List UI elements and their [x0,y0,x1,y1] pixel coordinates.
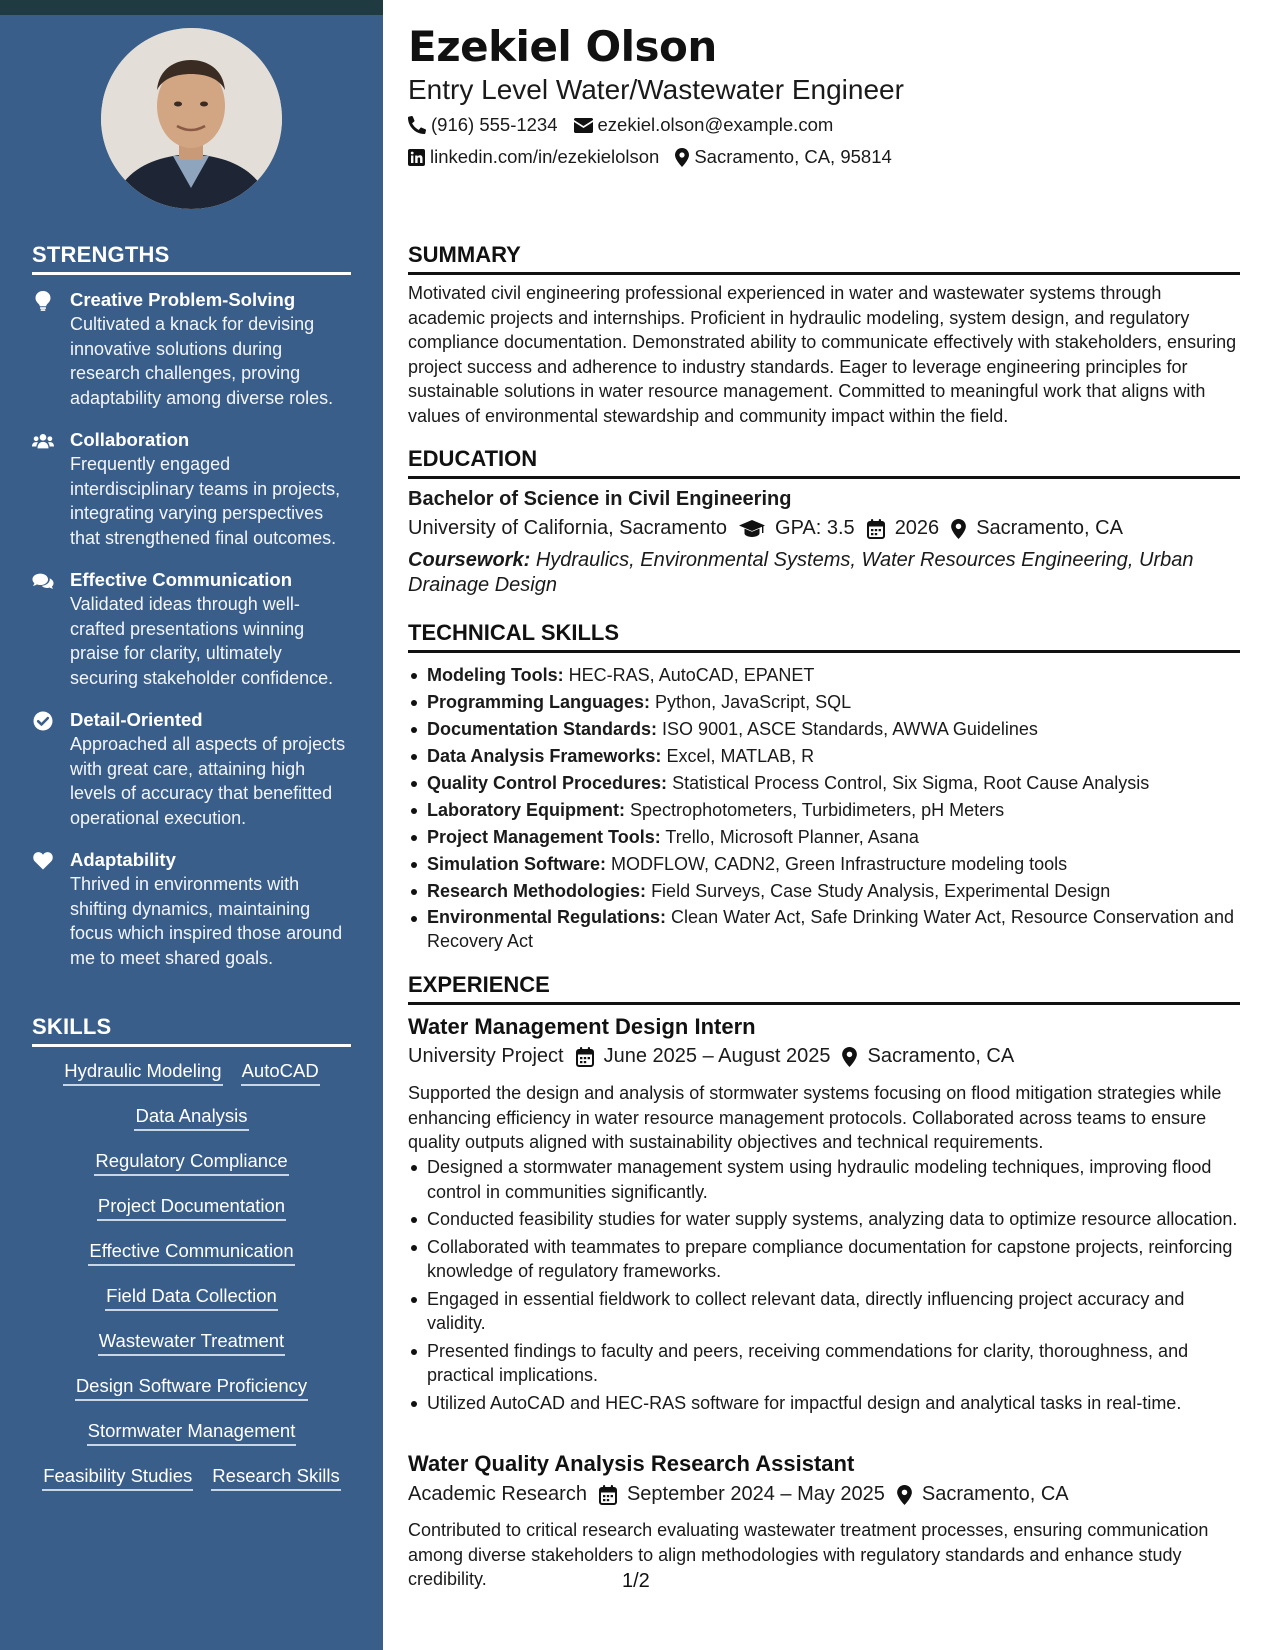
strength-description: Cultivated a knack for devising innovative solutions during research challenges, proving adaptability among diverse roles. [70,314,334,408]
skill-tag: Design Software Proficiency [75,1373,308,1401]
contact-row-2 [408,146,908,168]
location-text: Sacramento, CA, 95814 [694,146,892,167]
job-bullet: Utilized AutoCAD and HEC-RAS software for impactful design and analytical tasks in real-time. [408,1391,1240,1416]
year-item [867,517,940,540]
job-bullet: Designed a stormwater management system using hydraulic modeling techniques, improving flood control in communities significantly. [408,1155,1240,1204]
comments-icon [32,570,54,592]
coursework-text: Hydraulics, Environmental Systems, Water Resources Engineering, Urban Drainage Design [408,549,1194,596]
technical-skills-list [408,662,1240,953]
strength-item [32,848,352,970]
technical-skill-item [408,716,1240,743]
map-pin-icon [842,1047,857,1067]
strength-title: Effective Communication [70,569,293,590]
linkedin-icon [408,149,425,166]
phone-contact[interactable] [408,114,558,136]
technical-skill-item [408,662,1240,689]
strength-description: Thrived in environments with shifting dynamics, maintaining focus which inspired those around me to meet shared goals. [70,874,343,968]
job-title: Entry Level Water/Wastewater Engineer [408,74,904,105]
calendar-icon [599,1485,617,1505]
graduation-year: 2026 [894,517,940,539]
education-location [951,517,1123,540]
map-pin-icon [675,148,689,167]
job-dates [576,1045,831,1068]
email-contact[interactable] [574,114,834,136]
technical-skill-item [408,797,1240,824]
page-number: 1/2 [622,1570,650,1592]
skill-label: Programming Languages: [427,692,651,712]
skill-tag: Project Documentation [97,1193,286,1221]
envelope-icon [574,118,593,133]
strength-title: Detail-Oriented [70,709,203,730]
technical-skill-item [408,689,1240,716]
job-summary-1: Supported the design and analysis of stormwater systems focusing on flood mitigation strategies while enhancing efficiency in water resource management protocols. Collaborated across teams to ensure quality outputs aligned with sustainability objectives and technical requirements. [408,1083,1222,1152]
gpa-item [739,517,855,540]
check-circle-icon [32,710,54,732]
job-summary-2: Contributed to critical research evaluating wastewater treatment processes, ensuring communication among diverse stakeholders to align methodologies with regulatory standards and enhance study credibility. [408,1520,1209,1589]
users-icon [32,430,54,452]
job-dates [599,1483,885,1506]
skills-heading: SKILLS [32,1014,351,1047]
phone-text: (916) 555-1234 [431,114,558,135]
skill-tag: Research Skills [211,1463,341,1491]
gpa-text: GPA: 3.5 [775,517,855,539]
strengths-heading: STRENGTHS [32,242,351,275]
coursework-label: Coursework: [408,549,531,571]
skill-label: Documentation Standards: [427,719,658,739]
map-pin-icon [897,1485,912,1505]
skill-value: Python, JavaScript, SQL [655,692,852,712]
strength-description: Validated ideas through well-crafted presentations winning praise for clarity, ultimately securing stakeholder confidence. [70,594,334,688]
job-location [842,1045,1014,1068]
strength-title: Adaptability [70,849,176,870]
skill-label: Environmental Regulations: [427,907,667,927]
education-location-text: Sacramento, CA [976,517,1123,539]
skill-value: Field Surveys, Case Study Analysis, Experimental Design [651,881,1111,901]
strength-title: Collaboration [70,429,190,450]
location-contact [675,146,891,168]
job-meta-2 [408,1483,1081,1506]
job-bullets-1 [408,1155,1240,1418]
job-location-text: Sacramento, CA [867,1045,1015,1067]
summary-text: Motivated civil engineering professional experienced in water and wastewater systems through academic projects and internships. Proficient in hydraulic modeling, system design, and regulatory compliance documentation. Demonstrated ability to communicate effectively with stakeholders, ensuring project success and adherence to industry standards. Eager to leverage engineering principles for sustainable solutions in water resource management. Committed to meaningful work that aligns with values of environmental stewardship and community impact within the field. [408,283,1237,426]
education-meta [408,517,1135,540]
job-title-1: Water Management Design Intern [408,1014,756,1039]
education-heading: EDUCATION [408,446,1240,479]
job-title-2: Water Quality Analysis Research Assistant [408,1451,855,1476]
skill-value: HEC-RAS, AutoCAD, EPANET [568,665,815,685]
technical-skill-item [408,851,1240,878]
job-location [897,1483,1069,1506]
lightbulb-icon [32,290,54,312]
job-org: Academic Research [408,1483,587,1505]
skill-tag: AutoCAD [241,1058,320,1086]
heart-icon [32,850,54,872]
school-name: University of California, Sacramento [408,517,728,539]
technical-skill-item [408,905,1240,953]
degree-title: Bachelor of Science in Civil Engineering [408,488,792,510]
job-dates-text: September 2024 – May 2025 [626,1483,885,1505]
skill-tag: Regulatory Compliance [94,1148,288,1176]
skill-label: Research Methodologies: [427,881,647,901]
email-text: ezekiel.olson@example.com [597,114,834,135]
skill-value: MODFLOW, CADN2, Green Infrastructure modeling tools [611,854,1068,874]
technical-skill-item [408,770,1240,797]
sidebar-top-bar [0,0,383,15]
sidebar [0,0,383,1650]
job-org: University Project [408,1045,564,1067]
strength-item [32,428,352,550]
skill-value: Statistical Process Control, Six Sigma, Root Cause Analysis [672,773,1150,793]
skill-label: Modeling Tools: [427,665,564,685]
technical-skill-item [408,878,1240,905]
skill-tag: Effective Communication [88,1238,294,1266]
candidate-name: Ezekiel Olson [408,22,717,71]
map-pin-icon [951,519,966,539]
technical-skill-item [408,743,1240,770]
technical-skills-heading: TECHNICAL SKILLS [408,620,1240,653]
skills-tags [32,1058,351,1491]
phone-icon [408,116,426,134]
skill-label: Quality Control Procedures: [427,773,668,793]
skill-tag: Data Analysis [134,1103,248,1131]
job-dates-text: June 2025 – August 2025 [603,1045,831,1067]
linkedin-contact[interactable] [408,146,659,168]
strengths-list [32,288,352,988]
skill-value: Excel, MATLAB, R [666,746,815,766]
contact-row-1 [408,114,849,136]
experience-heading: EXPERIENCE [408,972,1240,1005]
job-location-text: Sacramento, CA [921,1483,1069,1505]
graduation-cap-icon [739,520,765,538]
summary-heading: SUMMARY [408,242,1240,275]
strength-item [32,708,352,830]
profile-photo [101,28,282,209]
skill-label: Simulation Software: [427,854,607,874]
skill-tag: Wastewater Treatment [98,1328,285,1356]
technical-skill-item [408,824,1240,851]
job-bullet: Collaborated with teammates to prepare compliance documentation for capstone projects, reinforcing knowledge of regulatory frameworks. [408,1235,1240,1284]
coursework [408,548,1240,598]
skill-label: Data Analysis Frameworks: [427,746,662,766]
strength-description: Frequently engaged interdisciplinary teams in projects, integrating varying perspectives that strengthened final outcomes. [70,454,341,548]
skill-tag: Stormwater Management [87,1418,297,1446]
strength-item [32,568,352,690]
skill-label: Laboratory Equipment: [427,800,626,820]
skill-value: Spectrophotometers, Turbidimeters, pH Meters [630,800,1005,820]
strength-title: Creative Problem-Solving [70,289,296,310]
job-bullet: Presented findings to faculty and peers, receiving commendations for clarity, thoroughness, and practical implications. [408,1339,1240,1388]
skill-tag: Field Data Collection [105,1283,278,1311]
calendar-icon [576,1047,594,1067]
calendar-icon [867,519,885,539]
skill-tag: Feasibility Studies [42,1463,193,1491]
skill-label: Project Management Tools: [427,827,661,847]
skill-value: ISO 9001, ASCE Standards, AWWA Guidelines [662,719,1038,739]
skill-value: Clean Water Act, Safe Drinking Water Act, Resource Conservation and Recovery Act [427,907,1234,951]
strength-description: Approached all aspects of projects with great care, attaining high levels of accuracy that benefitted operational execution. [70,734,346,828]
strength-item [32,288,352,410]
job-bullet: Conducted feasibility studies for water supply systems, analyzing data to optimize resource allocation. [408,1207,1240,1232]
skill-tag: Hydraulic Modeling [63,1058,222,1086]
linkedin-text: linkedin.com/in/ezekielolson [430,146,660,167]
job-meta-1 [408,1045,1026,1068]
skill-value: Trello, Microsoft Planner, Asana [665,827,919,847]
job-bullet: Engaged in essential fieldwork to collect relevant data, directly influencing project accuracy and validity. [408,1287,1240,1336]
